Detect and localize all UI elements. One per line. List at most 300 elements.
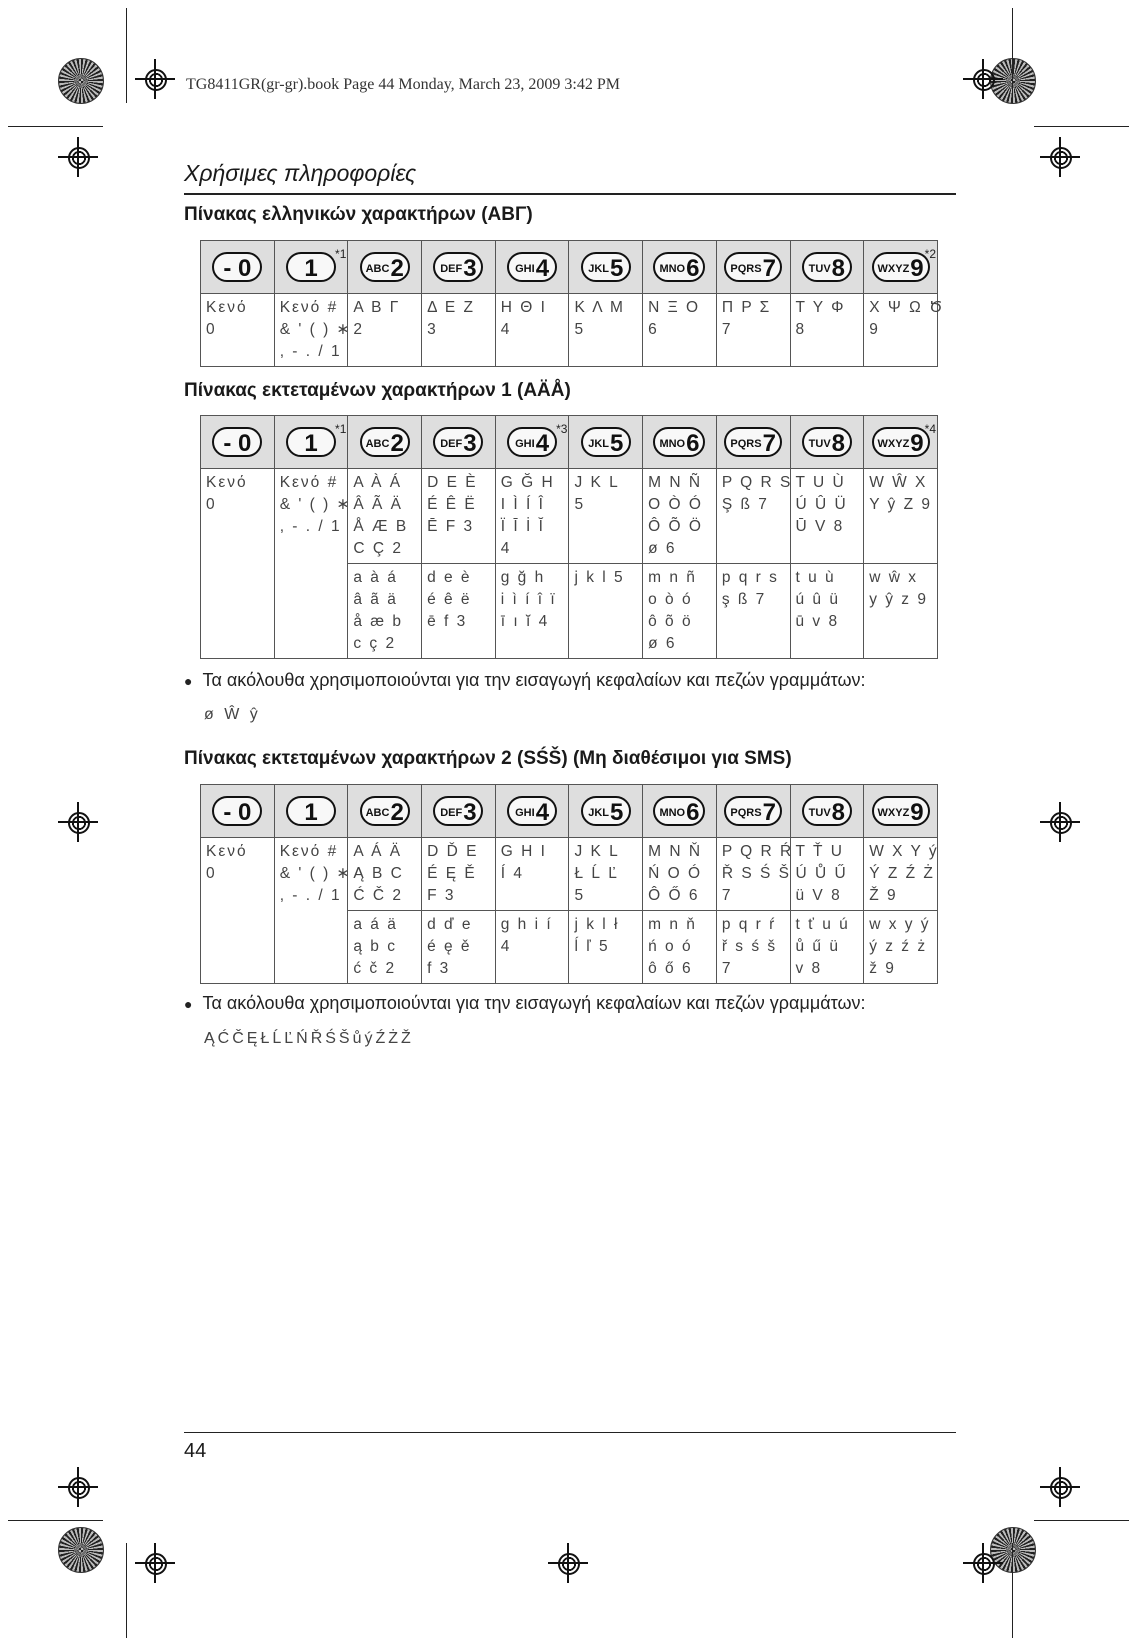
character-line: f 3 — [427, 960, 451, 977]
phone-key-icon — [724, 796, 782, 826]
character-cell — [348, 469, 422, 564]
character-line: Ú Û Ü — [795, 496, 848, 513]
key-digit: 3 — [463, 254, 477, 282]
key-digit: 7 — [762, 798, 776, 826]
key-letters: MNO — [659, 807, 686, 820]
key-digit: 9 — [910, 254, 924, 282]
character-line: t u ù — [795, 569, 836, 586]
key-digit: 8 — [831, 254, 846, 282]
footnote-marker: *2 — [924, 247, 936, 261]
key-header-cell — [201, 785, 275, 838]
key-letters: JKL — [588, 263, 609, 276]
character-line: T Ť U — [795, 843, 844, 860]
key-letters: GHI — [515, 263, 535, 276]
character-line: â ã ä — [353, 591, 398, 608]
phone-key-icon — [507, 252, 557, 282]
character-line: Ū V 8 — [795, 518, 845, 535]
character-line: , - . / 1 — [279, 887, 342, 904]
character-line: C Ç 2 — [353, 540, 403, 557]
key-header-cell — [864, 416, 938, 469]
character-line: 2 — [353, 321, 364, 338]
character-cell — [643, 294, 717, 367]
character-line: I Ì Í Î — [500, 496, 545, 513]
character-cell — [790, 469, 864, 564]
character-cell — [495, 838, 569, 911]
key-header-cell — [495, 241, 569, 294]
crop-mark — [126, 8, 127, 103]
key-digit: 4 — [535, 429, 550, 457]
character-line: Y ŷ Z 9 — [869, 496, 933, 513]
footnote-marker: *1 — [335, 422, 347, 436]
key-letters: WXYZ — [877, 438, 910, 451]
character-line: ē f 3 — [427, 613, 468, 630]
character-line: i ì í î ï — [500, 591, 557, 608]
crop-mark — [1034, 126, 1129, 127]
character-line: Κενό — [206, 843, 248, 860]
key-digit: 5 — [609, 798, 624, 826]
table1-heading: Πίνακας ελληνικών χαρακτήρων (ΑΒΓ) — [184, 204, 533, 225]
character-cell — [201, 469, 275, 564]
character-cell — [864, 564, 938, 659]
character-cell — [274, 469, 352, 564]
character-line: Ą B C — [353, 865, 404, 882]
character-cell — [274, 911, 348, 984]
character-line: v 8 — [795, 960, 823, 977]
character-line: J K L — [574, 843, 620, 860]
character-line: Κενό — [206, 299, 248, 316]
key-letters: PQRS — [730, 807, 762, 820]
character-line: m n ň — [648, 916, 697, 933]
crop-mark — [126, 1543, 127, 1638]
phone-key-icon — [872, 796, 930, 826]
character-line: y ŷ z 9 — [869, 591, 928, 608]
table3-heading: Πίνακας εκτεταμένων χαρακτήρων 2 (SŚŠ) (Μη διαθέσιμοι για SMS) — [184, 748, 792, 769]
crosshair-icon — [1040, 137, 1080, 177]
character-line: ô ő 6 — [648, 960, 693, 977]
character-cell — [716, 838, 794, 911]
page-title: Χρήσιμες πληροφορίες — [184, 160, 417, 186]
character-line: Π Ρ Σ — [721, 299, 772, 316]
character-line: Α Β Γ — [353, 299, 401, 316]
footnote-marker: *1 — [335, 247, 347, 261]
character-line: a à á — [353, 569, 398, 586]
key-digit: 2 — [390, 254, 404, 282]
phone-key-icon — [360, 252, 410, 282]
phone-key-icon — [802, 796, 852, 826]
registration-wheel-icon — [58, 58, 104, 104]
character-line: w ŵ x — [869, 569, 918, 586]
character-line: a á ä — [353, 916, 398, 933]
crosshair-icon — [963, 1543, 1003, 1583]
key-digit: 7 — [762, 429, 776, 457]
key-digit: 9 — [910, 429, 924, 457]
character-line: g h i í — [500, 916, 553, 933]
character-cell — [643, 838, 717, 911]
greek-characters-table — [200, 240, 945, 367]
crosshair-icon — [58, 802, 98, 842]
character-cell — [716, 469, 793, 564]
character-line: Κενό # — [279, 299, 339, 316]
character-line: p q r ŕ — [721, 916, 777, 933]
character-cell — [864, 911, 938, 984]
character-line: m n ñ — [648, 569, 697, 586]
character-line: 7 — [721, 321, 733, 338]
key-letters: ABC — [365, 263, 390, 276]
key-digit: 1 — [304, 254, 318, 282]
table-row — [201, 469, 938, 564]
phone-key-icon — [507, 796, 557, 826]
character-cell — [864, 838, 938, 911]
key-header-cell — [790, 241, 864, 294]
crop-mark — [8, 1520, 103, 1521]
table-row — [201, 294, 938, 367]
character-line: 4 — [500, 938, 512, 955]
character-line: J K L — [574, 474, 620, 491]
character-line: D Ď E — [427, 843, 479, 860]
table-row — [201, 838, 938, 911]
phone-key-icon — [724, 427, 782, 457]
character-line: O Ò Ó — [648, 496, 703, 513]
table2-special-chars: ø Ŵ ŷ — [204, 706, 261, 723]
character-line: Χ Ψ Ω Ծ — [869, 299, 945, 316]
character-line: ý z ź ż — [869, 938, 928, 955]
key-header-cell — [201, 416, 275, 469]
key-header-cell — [348, 416, 422, 469]
character-line: É Ê Ë — [427, 496, 477, 513]
character-cell — [201, 838, 275, 911]
phone-key-icon — [212, 252, 262, 282]
character-line: G Ğ H — [500, 474, 555, 491]
crosshair-icon — [135, 1543, 175, 1583]
key-letters: GHI — [515, 807, 535, 820]
character-cell — [495, 469, 569, 564]
character-cell — [790, 911, 864, 984]
character-cell — [274, 564, 348, 659]
key-letters: ABC — [365, 807, 390, 820]
character-cell — [201, 294, 275, 367]
phone-key-icon — [802, 252, 852, 282]
key-digit: - 0 — [223, 254, 252, 282]
key-letters: TUV — [808, 263, 831, 276]
character-cell — [348, 838, 422, 911]
character-cell — [422, 838, 496, 911]
table3-special-chars: ĄĆČĘŁĹĽŃŘŚŠůýŹŻŽ — [204, 1030, 414, 1047]
key-header-cell — [495, 416, 569, 469]
character-cell — [274, 294, 352, 367]
character-cell — [643, 564, 717, 659]
footer-divider — [184, 1432, 956, 1433]
character-cell — [422, 294, 496, 367]
character-line: o ò ó — [648, 591, 693, 608]
phone-key-icon — [433, 796, 483, 826]
key-header-cell — [274, 416, 348, 469]
character-line: d ď e — [427, 916, 473, 933]
character-line: ĺ ľ 5 — [574, 938, 610, 955]
table-row — [201, 911, 938, 984]
key-header-cell — [864, 785, 938, 838]
key-letters: DEF — [440, 438, 463, 451]
character-line: A Á Ä — [353, 843, 403, 860]
crosshair-icon — [58, 137, 98, 177]
character-line: W Ŵ X — [869, 474, 928, 491]
character-line: Ř S Ś Š — [721, 865, 791, 882]
character-line: ú û ü — [795, 591, 840, 608]
character-line: T U Ù — [795, 474, 846, 491]
character-line: 8 — [795, 321, 807, 338]
phone-key-icon — [653, 252, 705, 282]
character-line: & ' ( ) ∗ — [279, 496, 352, 513]
extended-characters-1-table — [200, 415, 938, 659]
key-header-cell — [569, 416, 643, 469]
crosshair-icon — [1040, 802, 1080, 842]
character-line: 4 — [500, 540, 512, 557]
character-line: d e è — [427, 569, 472, 586]
character-line: Ć Č 2 — [353, 887, 403, 904]
key-letters: TUV — [808, 438, 831, 451]
character-line: 3 — [427, 321, 438, 338]
character-line: 5 — [574, 496, 586, 513]
character-line: F 3 — [427, 887, 456, 904]
key-letters: DEF — [440, 263, 463, 276]
phone-key-icon — [433, 252, 483, 282]
footnote-marker: *4 — [924, 422, 936, 436]
table-row — [201, 564, 938, 659]
character-line: Δ Ε Ζ — [427, 299, 475, 316]
character-line: w x y ý — [869, 916, 931, 933]
character-cell — [422, 911, 496, 984]
character-line: 7 — [721, 887, 733, 904]
key-letters: MNO — [659, 263, 686, 276]
character-line: Ž 9 — [869, 887, 898, 904]
character-line: g ğ h — [500, 569, 546, 586]
character-cell — [716, 564, 790, 659]
character-cell — [348, 564, 422, 659]
key-header-cell — [274, 241, 348, 294]
phone-key-icon — [286, 252, 336, 282]
key-header-cell — [864, 241, 938, 294]
phone-key-icon — [581, 796, 631, 826]
character-line: j k l 5 — [574, 569, 625, 586]
key-header-cell — [422, 416, 496, 469]
table2-heading: Πίνακας εκτεταμένων χαρακτήρων 1 (AÄÅ) — [184, 380, 571, 401]
phone-key-icon — [433, 427, 483, 457]
key-letters: PQRS — [730, 263, 762, 276]
character-line: Ν Ξ Ο — [648, 299, 701, 316]
character-cell — [422, 469, 496, 564]
character-line: ř s ś š — [721, 938, 778, 955]
key-letters: WXYZ — [877, 263, 910, 276]
character-line: Ô Õ Ö — [648, 518, 703, 535]
key-header-cell — [790, 416, 864, 469]
character-line: Η Θ Ι — [500, 299, 547, 316]
key-header-cell — [422, 785, 496, 838]
table2-note: ● Τα ακόλουθα χρησιμοποιούνται για την εισαγωγή κεφαλαίων και πεζών γραμμάτων: — [184, 670, 866, 691]
character-line: & ' ( ) ∗ — [279, 321, 352, 338]
phone-key-icon — [212, 796, 262, 826]
character-line: M N Ň — [648, 843, 703, 860]
character-cell — [201, 564, 275, 659]
character-line: ş ß 7 — [721, 591, 767, 608]
key-letters: MNO — [659, 438, 686, 451]
character-cell — [348, 294, 422, 367]
character-line: ü V 8 — [795, 887, 842, 904]
character-line: Ē F 3 — [427, 518, 475, 535]
key-digit: 2 — [390, 429, 404, 457]
character-line: t ť u ú — [795, 916, 850, 933]
character-line: Â Ã Ä — [353, 496, 404, 513]
character-line: Κενό # — [279, 843, 339, 860]
character-line: Ô Ő 6 — [648, 887, 700, 904]
key-header-cell — [643, 785, 717, 838]
key-digit: - 0 — [223, 798, 252, 826]
key-digit: 3 — [463, 429, 477, 457]
character-line: Ú Ů Ű — [795, 865, 848, 882]
key-digit: 8 — [831, 798, 846, 826]
key-digit: 3 — [463, 798, 477, 826]
character-line: 7 — [721, 960, 733, 977]
character-line: 0 — [206, 321, 217, 338]
character-line: Κ Λ Μ — [574, 299, 625, 316]
character-cell — [864, 294, 945, 367]
key-digit: 4 — [535, 254, 550, 282]
crop-mark — [1012, 1543, 1013, 1638]
key-digit: 6 — [686, 798, 700, 826]
character-line: Κενό — [206, 474, 248, 491]
key-letters: JKL — [588, 807, 609, 820]
key-header-cell — [569, 785, 643, 838]
phone-key-icon — [581, 252, 631, 282]
character-line: P Q R S — [721, 474, 793, 491]
phone-key-icon — [802, 427, 852, 457]
character-line: , - . / 1 — [279, 518, 342, 535]
character-line: & ' ( ) ∗ — [279, 865, 352, 882]
character-line: 0 — [206, 865, 217, 882]
key-letters: JKL — [588, 438, 609, 451]
key-digit: 4 — [535, 798, 550, 826]
phone-key-icon — [724, 252, 782, 282]
phone-key-icon — [872, 427, 930, 457]
character-cell — [201, 911, 275, 984]
character-cell — [348, 911, 422, 984]
key-header-cell — [716, 241, 790, 294]
key-digit: 9 — [910, 798, 924, 826]
phone-key-icon — [653, 427, 705, 457]
character-line: 9 — [869, 321, 880, 338]
character-cell — [569, 911, 643, 984]
registration-wheel-icon — [58, 1527, 104, 1573]
character-cell — [790, 294, 864, 367]
character-line: P Q R Ŕ — [721, 843, 794, 860]
character-line: Ń O Ó — [648, 865, 703, 882]
phone-key-icon — [286, 427, 336, 457]
key-header-cell — [495, 785, 569, 838]
key-letters: TUV — [808, 807, 831, 820]
character-cell — [422, 564, 496, 659]
character-line: Κενό # — [279, 474, 339, 491]
phone-key-icon — [507, 427, 557, 457]
key-header-cell — [569, 241, 643, 294]
key-letters: ABC — [365, 438, 390, 451]
character-line: ž 9 — [869, 960, 896, 977]
key-header-cell — [348, 241, 422, 294]
key-letters: PQRS — [730, 438, 762, 451]
character-line: A À Á — [353, 474, 403, 491]
crop-mark — [8, 126, 103, 127]
character-cell — [495, 294, 569, 367]
character-line: ū v 8 — [795, 613, 840, 630]
phone-key-icon — [872, 252, 930, 282]
character-cell — [790, 838, 864, 911]
character-cell — [643, 911, 717, 984]
phone-key-icon — [212, 427, 262, 457]
key-header-cell — [716, 785, 790, 838]
character-line: ń o ó — [648, 938, 693, 955]
key-digit: 1 — [304, 798, 318, 826]
key-letters: GHI — [515, 438, 535, 451]
key-header-cell — [643, 241, 717, 294]
character-line: j k l ł — [574, 916, 620, 933]
character-line: 5 — [574, 887, 586, 904]
key-digit: 5 — [609, 429, 624, 457]
key-digit: 8 — [831, 429, 846, 457]
character-line: G H I — [500, 843, 547, 860]
key-header-cell — [201, 241, 275, 294]
key-header-cell — [348, 785, 422, 838]
title-divider — [184, 193, 956, 195]
character-line: Ý Z Ź Ż — [869, 865, 935, 882]
phone-key-icon — [581, 427, 631, 457]
character-line: Í 4 — [500, 865, 524, 882]
print-header: TG8411GR(gr-gr).book Page 44 Monday, March 23, 2009 3:42 PM — [186, 76, 620, 93]
character-line: M N Ñ — [648, 474, 703, 491]
page-number: 44 — [184, 1440, 207, 1462]
character-cell — [569, 564, 643, 659]
character-cell — [864, 469, 938, 564]
crosshair-icon — [58, 1467, 98, 1507]
character-line: 0 — [206, 496, 217, 513]
character-line: Τ Υ Φ — [795, 299, 846, 316]
crosshair-icon — [1040, 1467, 1080, 1507]
key-digit: - 0 — [223, 429, 252, 457]
character-line: é ê ë — [427, 591, 472, 608]
key-header-cell — [274, 785, 348, 838]
key-digit: 5 — [609, 254, 624, 282]
table3-note: ● Τα ακόλουθα χρησιμοποιούνται για την εισαγωγή κεφαλαίων και πεζών γραμμάτων: — [184, 993, 866, 1014]
character-line: 5 — [574, 321, 586, 338]
phone-key-icon — [286, 796, 336, 826]
key-header-cell — [716, 416, 790, 469]
key-letters: DEF — [440, 807, 463, 820]
key-header-cell — [643, 416, 717, 469]
phone-key-icon — [360, 796, 410, 826]
character-cell — [569, 294, 643, 367]
character-cell — [716, 294, 790, 367]
key-header-cell — [790, 785, 864, 838]
crop-mark — [1034, 1520, 1129, 1521]
crosshair-icon — [135, 59, 175, 99]
character-line: c ç 2 — [353, 635, 397, 652]
character-cell — [569, 838, 643, 911]
footnote-marker: *3 — [556, 422, 568, 436]
character-line: ø 6 — [648, 540, 677, 557]
character-line: , - . / 1 — [279, 343, 342, 360]
crop-mark — [1012, 8, 1013, 103]
character-line: É Ę Ě — [427, 865, 477, 882]
character-line: ć č 2 — [353, 960, 397, 977]
character-line: Ş ß 7 — [721, 496, 769, 513]
character-cell — [274, 838, 352, 911]
character-line: Ł Ĺ Ľ — [574, 865, 619, 882]
